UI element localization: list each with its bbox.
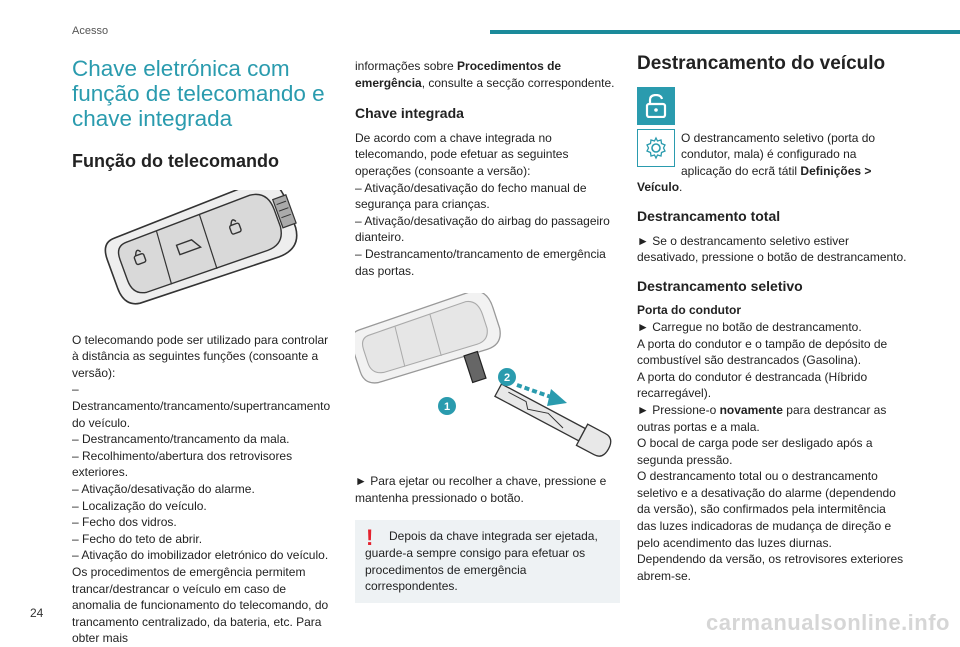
column-2 — [355, 58, 620, 603]
remote-key-illustration — [72, 190, 334, 310]
driver-door-label: Porta do condutor — [637, 303, 741, 318]
callout-2: 2 — [503, 372, 511, 385]
header-bar — [490, 30, 960, 34]
paragraph: ► Se o destrancamento seletivo estiver desativado, pressione o botão de destrancamento. — [637, 233, 907, 265]
list-item: – Ativação do imobilizador eletrónico do veículo. — [72, 548, 329, 563]
paragraph: Dependendo da versão, os retrovisores exteriores abrem-se. — [637, 552, 904, 583]
list-item: – Fecho do teto de abrir. — [72, 531, 203, 546]
text-span: ► Pressione-o — [637, 402, 720, 417]
warning-box — [355, 520, 620, 602]
list-item: – Destrancamento/trancamento/supertrancamento do veículo. — [72, 382, 331, 430]
list-item: – Fecho dos vidros. — [72, 515, 177, 530]
page-title: Chave eletrónica com função de telecomando e chave integrada — [72, 56, 325, 131]
column-3 — [637, 53, 907, 584]
warning-text: Depois da chave integrada ser ejetada, guarde-a sempre consigo para efetuar os procedimentos de emergência correspondentes. — [365, 529, 598, 594]
list-item: – Ativação/desativação do fecho manual de segurança para crianças. — [355, 180, 587, 212]
paragraph: O destrancamento total ou o destrancamento seletivo e a desativação do alarme (dependendo da versão), são confirmados pela intermitência das luzes indicadoras de mudança de direção e pelo acendimento das luzes diurnas. — [637, 469, 896, 550]
section-heading-unlocking: Destrancamento do veículo — [637, 53, 886, 74]
gear-icon — [637, 129, 675, 167]
list-item: – Localização do veículo. — [72, 498, 207, 513]
unlock-icon — [637, 87, 675, 125]
text-span: , consulte a secção correspondente. — [421, 75, 615, 90]
text-span: . — [679, 180, 683, 195]
list-item: – Ativação/desativação do alarme. — [72, 481, 255, 496]
header-section: Acesso — [72, 25, 109, 37]
subheading-total-unlocking: Destrancamento total — [637, 207, 781, 224]
paragraph — [637, 402, 907, 435]
list-item: – Recolhimento/abertura dos retrovisores exteriores. — [72, 448, 293, 480]
settings-paragraph — [637, 129, 907, 196]
key-ejection-illustration — [355, 293, 620, 463]
column-1 — [72, 56, 334, 647]
list-item: – Ativação/desativação do airbag do passageiro dianteiro. — [355, 213, 610, 245]
paragraph: ► Carregue no botão de destrancamento. — [637, 319, 862, 334]
link-bold: Procedimentos de emergência — [355, 59, 562, 90]
paragraph: A porta do condutor e o tampão de depósito de combustível são destrancados (Gasolina). — [637, 336, 888, 368]
page-number: 24 — [30, 606, 44, 620]
callout-1: 1 — [443, 401, 451, 414]
continued-paragraph — [355, 58, 620, 91]
warning-icon: ! — [366, 525, 374, 551]
paragraph: Os procedimentos de emergência permitem trancar/destrancar o veículo em caso de anomalia de funcionamento do telecomando, do trancamento centralizado, da bateria, etc. Para obter mais — [72, 564, 329, 646]
emphasis: novamente — [719, 402, 783, 417]
text-span: para destrancar as outras portas e a mala. — [637, 402, 887, 434]
instruction: ► Para ejetar ou recolher a chave, pressione e mantenha pressionado o botão. — [355, 474, 607, 505]
watermark: carmanualsonline.info — [706, 610, 950, 635]
paragraph: A porta do condutor é destrancada (Híbrido recarregável). — [637, 369, 868, 401]
settings-path: Definições > Veículo — [637, 163, 872, 195]
list-item: – Destrancamento/trancamento da mala. — [72, 432, 290, 447]
text-span: O destrancamento seletivo (porta do condutor, mala) é configurado na aplicação do ecrã tátil — [681, 130, 876, 178]
section-heading-integrated-key: Chave integrada — [355, 105, 464, 122]
paragraph: O telecomando pode ser utilizado para controlar à distância as seguintes funções (consoante a versão): — [72, 332, 329, 380]
section-heading-remote: Função do telecomando — [72, 151, 280, 171]
list-item: – Destrancamento/trancamento de emergência das portas. — [355, 246, 606, 278]
text-span: informações sobre — [355, 59, 458, 73]
paragraph: De acordo com a chave integrada no telecomando, pode efetuar as seguintes operações (consoante a versão): — [355, 130, 569, 178]
paragraph: O bocal de carga pode ser desligado após a segunda pressão. — [637, 436, 873, 467]
subheading-selective-unlocking: Destrancamento seletivo — [637, 277, 803, 294]
